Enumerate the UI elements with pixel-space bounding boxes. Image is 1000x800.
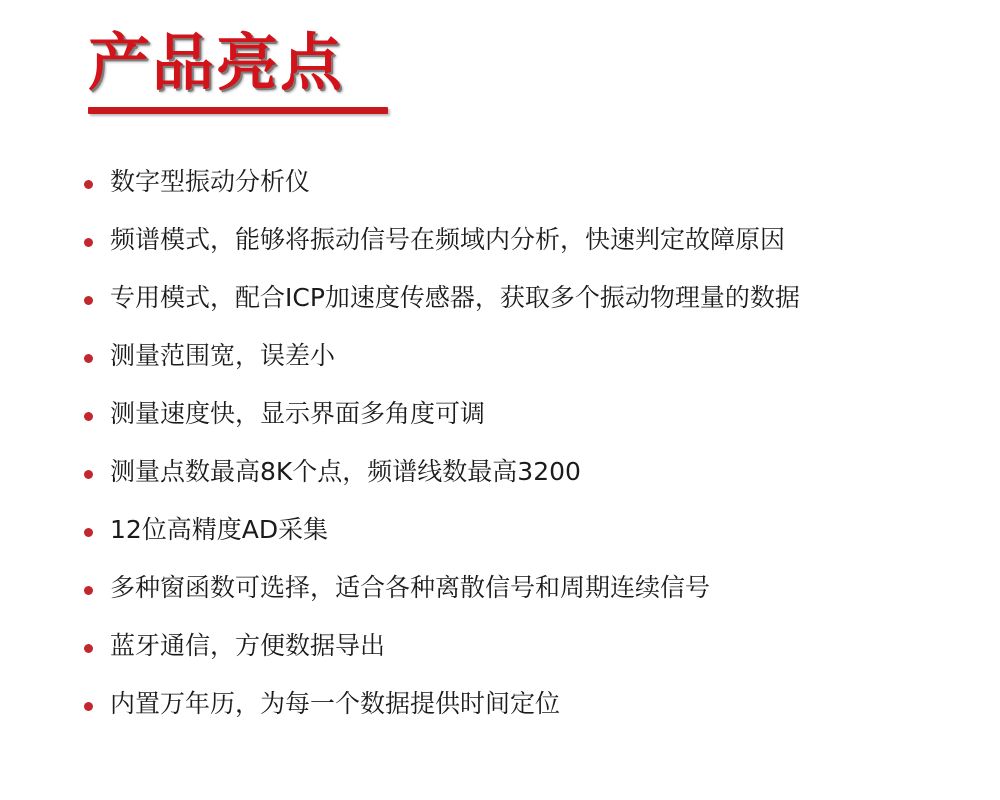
list-item	[84, 282, 964, 340]
bullet-dot-icon	[84, 354, 93, 363]
bullet-dot-icon	[84, 180, 93, 189]
list-item	[84, 514, 964, 572]
list-item	[84, 398, 964, 456]
bullet-dot-icon	[84, 586, 93, 595]
bullet-dot-icon	[84, 296, 93, 305]
bullet-dot-icon	[84, 412, 93, 421]
list-item-label: 多种窗函数可选择，适合各种离散信号和周期连续信号	[110, 573, 711, 602]
list-item	[84, 572, 964, 630]
bullet-dot-icon	[84, 528, 93, 537]
list-item-label: 专用模式，配合ICP加速度传感器，获取多个振动物理量的数据	[110, 283, 800, 312]
list-item	[84, 166, 964, 224]
list-item	[84, 688, 964, 746]
list-item-label: 数字型振动分析仪	[110, 167, 311, 196]
list-item	[84, 456, 964, 514]
list-item-label: 蓝牙通信，方便数据导出	[110, 631, 386, 660]
list-item-label: 12位高精度AD采集	[110, 515, 329, 544]
page-title: 产品亮点	[88, 26, 345, 99]
list-item	[84, 224, 964, 282]
bullet-dot-icon	[84, 238, 93, 247]
list-item	[84, 340, 964, 398]
list-item-label: 测量点数最高8K个点，频谱线数最高3200	[110, 457, 581, 486]
list-item-label: 测量范围宽，误差小	[110, 341, 336, 370]
bullet-dot-icon	[84, 470, 93, 479]
bullet-dot-icon	[84, 702, 93, 711]
list-item-label: 频谱模式，能够将振动信号在频域内分析，快速判定故障原因	[110, 225, 786, 254]
bullet-dot-icon	[84, 644, 93, 653]
title-block	[88, 26, 388, 114]
highlights-list	[84, 166, 964, 746]
list-item	[84, 630, 964, 688]
title-underline-rule	[88, 107, 388, 114]
list-item-label: 内置万年历，为每一个数据提供时间定位	[110, 689, 561, 718]
list-item-label: 测量速度快，显示界面多角度可调	[110, 399, 486, 428]
